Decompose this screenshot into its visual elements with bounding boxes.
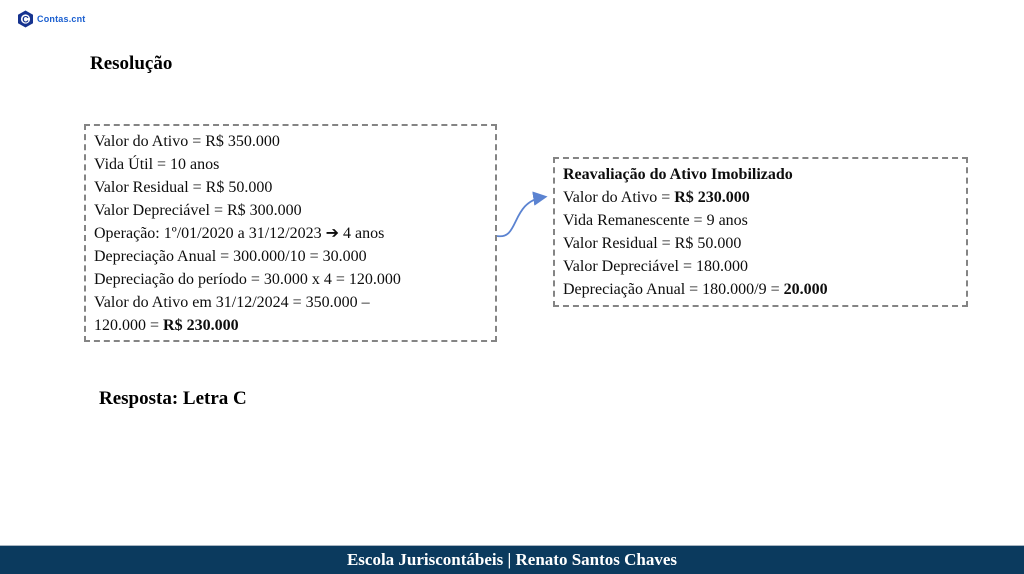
text-line: Depreciação do período = 30.000 x 4 = 120.000 bbox=[94, 271, 401, 288]
text-line: Vida Útil = 10 anos bbox=[94, 156, 220, 173]
text-line: Vida Remanescente = 9 anos bbox=[563, 212, 748, 229]
logo-text: Contas.cnt bbox=[37, 14, 86, 24]
box-heading: Reavaliação do Ativo Imobilizado bbox=[563, 166, 793, 183]
svg-text:C: C bbox=[22, 14, 29, 25]
text-line: Valor do Ativo em 31/12/2024 = 350.000 – bbox=[94, 294, 370, 311]
logo bbox=[17, 10, 86, 28]
connector-arrow bbox=[492, 190, 556, 242]
revaluation-box bbox=[553, 157, 968, 307]
text-line bbox=[563, 186, 958, 209]
text-line bbox=[94, 314, 487, 337]
text-line: Operação: 1º/01/2020 a 31/12/2023 ➔ 4 anos bbox=[94, 225, 385, 242]
answer-text: Resposta: Letra C bbox=[99, 388, 247, 409]
text-line bbox=[563, 278, 958, 301]
footer-bar bbox=[0, 545, 1024, 574]
text-segment: 120.000 = bbox=[94, 317, 164, 334]
footer-text: Escola Juriscontábeis | Renato Santos Chaves bbox=[346, 550, 678, 569]
page-title: Resolução bbox=[90, 53, 173, 74]
text-line: Valor do Ativo = R$ 350.000 bbox=[94, 133, 280, 150]
highlight-value: R$ 230.000 bbox=[674, 189, 750, 206]
text-line: Valor Depreciável = R$ 300.000 bbox=[94, 202, 302, 219]
highlight-value: 20.000 bbox=[783, 281, 828, 298]
hexagon-c-icon bbox=[17, 10, 34, 28]
text-line: Depreciação Anual = 300.000/10 = 30.000 bbox=[94, 248, 367, 265]
text-line: Valor Residual = R$ 50.000 bbox=[94, 179, 273, 196]
text-line: Valor Residual = R$ 50.000 bbox=[563, 235, 742, 252]
resolution-box bbox=[84, 124, 497, 342]
text-line: Valor Depreciável = 180.000 bbox=[563, 258, 748, 275]
text-segment: Valor do Ativo = bbox=[563, 189, 675, 206]
highlight-value: R$ 230.000 bbox=[163, 317, 239, 334]
text-segment: Depreciação Anual = 180.000/9 = bbox=[563, 281, 784, 298]
